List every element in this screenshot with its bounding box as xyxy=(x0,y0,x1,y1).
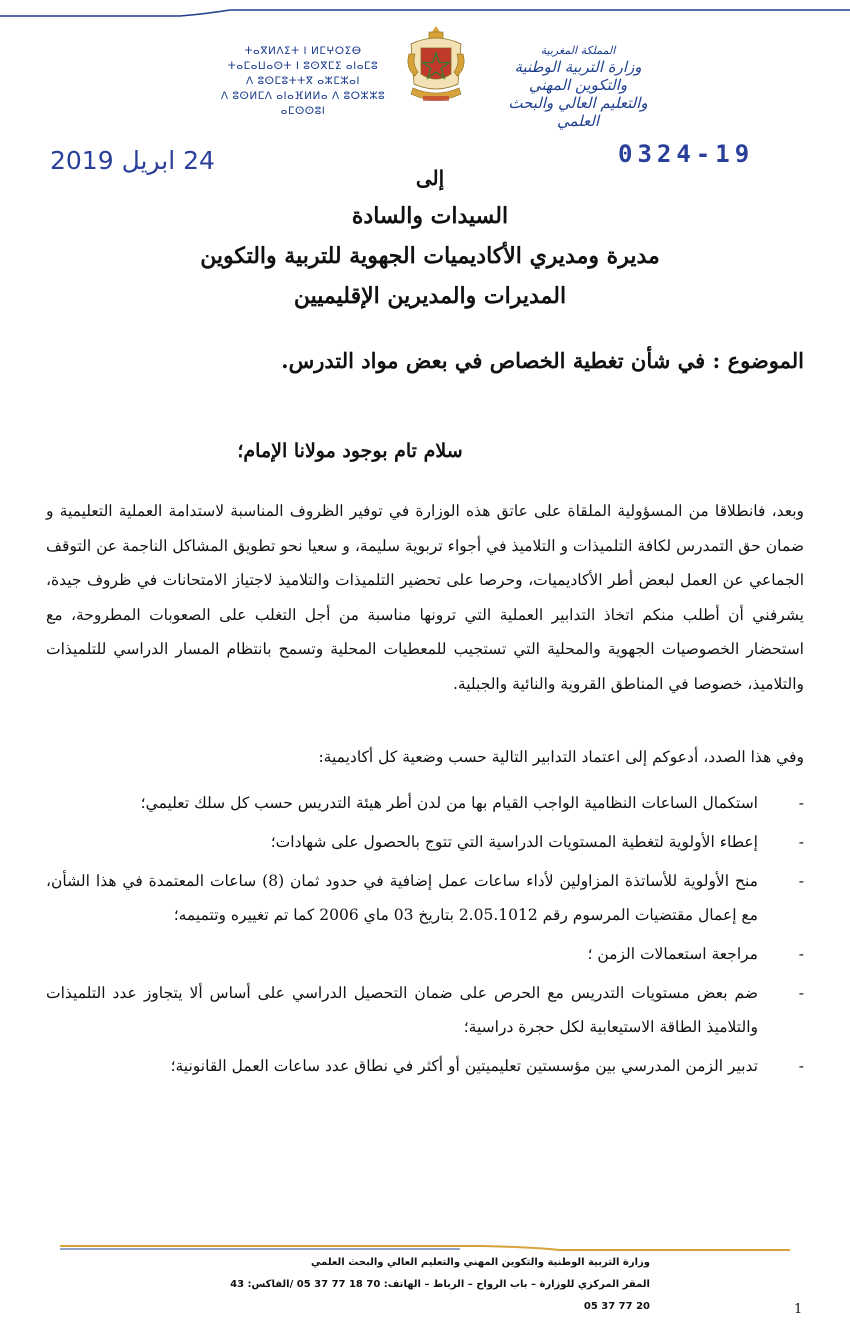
footer-address: المقر المركزي للوزارة – باب الرواح – الرباط – الهاتف: 70 18 77 37 05 /الفاكس: 43 20 77 37 05 xyxy=(230,1279,650,1312)
ministry-line: والتعليم العالي والبحث العلمي xyxy=(508,94,648,130)
list-item-text: إعطاء الأولوية لتغطية المستويات الدراسية التي تتوج بالحصول على شهادات؛ xyxy=(270,833,758,851)
measures-list xyxy=(46,786,804,1088)
tifinagh-line: ⵜⴰⴳⵍⴷⵉⵜ ⵏ ⵍⵎⵖⵔⵉⴱ xyxy=(244,45,362,57)
tifinagh-line: ⵜⴰⵎⴰⵡⴰⵙⵜ ⵏ ⵓⵙⴳⵎⵉ ⴰⵏⴰⵎⵓ xyxy=(227,60,379,72)
addressee-line: المديرات والمديرين الإقليميين xyxy=(293,283,567,309)
list-bullet: - xyxy=(798,794,804,812)
ministry-line: والتكوين المهني xyxy=(528,76,628,94)
kingdom-name: المملكة المغربية xyxy=(540,44,616,57)
list-item-text: مراجعة استعمالات الزمن ؛ xyxy=(587,945,758,963)
addressee-line: مديرة ومديري الأكاديميات الجهوية للتربية والتكوين xyxy=(200,243,660,269)
list-item-text: تدبير الزمن المدرسي بين مؤسستين تعليميتين أو أكثر في نطاق عدد ساعات العمل القانونية؛ xyxy=(170,1057,758,1075)
subject-line: الموضوع : في شأن تغطية الخصاص في بعض مواد التدرس. xyxy=(281,348,804,373)
measures-intro: وفي هذا الصدد، أدعوكم إلى اعتماد التدابير التالية حسب وضعية كل أكاديمية: xyxy=(318,748,804,766)
list-item-text: استكمال الساعات النظامية الواجب القيام بها من لدن أطر هيئة التدريس حسب كل سلك تعليمي؛ xyxy=(140,794,758,812)
royal-coat-of-arms-icon xyxy=(403,22,469,108)
addressee-block xyxy=(150,160,710,316)
ministry-name-tifinagh xyxy=(208,44,398,119)
ministry-name-arabic xyxy=(488,44,668,130)
list-item-text: ضم بعض مستويات التدريس مع الحرص على ضمان التحصيل الدراسي على أساس ألا يتجاوز عدد التلميذات والتلاميذ الطاقة الاستيعابية لكل حجرة دراسية؛ xyxy=(46,984,758,1036)
list-item xyxy=(46,864,804,932)
top-decorative-rule xyxy=(0,8,850,18)
list-item xyxy=(46,937,804,971)
list-bullet: - xyxy=(798,833,804,851)
footer-ministry: وزارة التربية الوطنية والتكوين المهني والتعليم العالي والبحث العلمي xyxy=(311,1257,650,1268)
list-item-text: منح الأولوية للأساتذة المزاولين لأداء ساعات عمل إضافية في حدود ثمان (8) ساعات المعتمدة في هذا الشأن، مع إعمال مقتضيات المرسوم رقم 2.05.1012 بتاريخ 03 ماي 2006 كما تم تغييره وتتميمه؛ xyxy=(46,872,758,924)
greeting: سلام تام بوجود مولانا الإمام؛ xyxy=(237,440,463,462)
list-bullet: - xyxy=(798,872,804,890)
list-item xyxy=(46,825,804,859)
addressee-to: إلى xyxy=(415,166,445,190)
tifinagh-line: ⴷ ⵓⵙⵍⵎⴷ ⴰⵏⴰⴼⵍⵍⴰ ⴷ ⵓⵔⵣⵣⵓ ⴰⵎⵙⵙⵓⵏ xyxy=(220,90,386,117)
page-number: 1 xyxy=(794,1302,803,1317)
list-bullet: - xyxy=(798,945,804,963)
list-item xyxy=(46,976,804,1044)
footer-decorative-rule xyxy=(60,1244,790,1252)
list-bullet: - xyxy=(798,984,804,1002)
list-item xyxy=(46,1049,804,1083)
footer xyxy=(230,1252,650,1318)
date-stamp: 24 ابريل 2019 xyxy=(50,146,215,175)
body-paragraph: وبعد، فانطلاقا من المسؤولية الملقاة على عاتق هذه الوزارة في توفير الظروف المناسبة لاستدامة العملية التعليمية و ضمان حق التمدرس لكافة التلميذات و التلاميذ في أجواء تربوية سليمة، و سعيا نحو تطويق المشاكل الناجمة عن التوقف الجماعي عن العمل لبعض أطر الأكاديميات، وحرصا على تحضير التلميذات والتلاميذ لاجتياز الامتحانات في ظروف جيدة، يشرفني أن أطلب منكم اتخاذ التدابير العملية التي ترونها مناسبة من أجل التغلب على الصعوبات المطروحة، مع استحضار الخصوصيات الجهوية والمحلية التي تستجيب للمعطيات المحلية وتسمح بانتظام المسار الدراسي للتلميذات والتلاميذ، خصوصا في المناطق القروية والنائية والجبلية. xyxy=(46,502,804,693)
reference-number-stamp: 0324-19 xyxy=(618,140,755,168)
addressee-line: السيدات والسادة xyxy=(351,203,509,229)
list-bullet: - xyxy=(798,1057,804,1075)
tifinagh-line: ⴷ ⵓⵙⵎⵓⵜⵜⴳ ⴰⵣⵎⵣⴰⵏ xyxy=(245,75,360,87)
ministry-line: وزارة التربية الوطنية xyxy=(514,58,642,76)
list-item xyxy=(46,786,804,820)
